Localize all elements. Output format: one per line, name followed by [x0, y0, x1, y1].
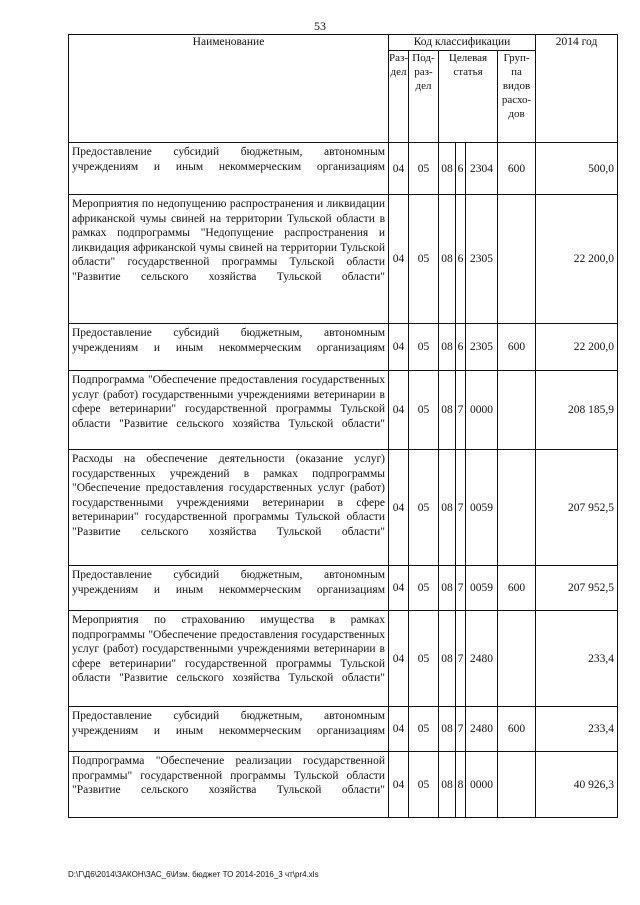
row-target-code-3: 2480: [466, 611, 498, 707]
row-target-code-3: 2305: [466, 195, 498, 324]
row-amount: 233,4: [536, 611, 618, 707]
row-target-code-3: 2304: [466, 143, 498, 195]
row-razdel: 04: [389, 324, 409, 371]
row-name: Предоставление субсидий бюджетным, автономным учреждениям и иным некоммерческим организациям: [69, 324, 389, 371]
row-podrazdel: 05: [409, 143, 439, 195]
header-year: 2014 год: [536, 35, 618, 143]
row-razdel: 04: [389, 752, 409, 818]
row-target-code-1: 08: [439, 450, 456, 566]
row-amount: 22 200,0: [536, 324, 618, 371]
row-expense-group: 600: [498, 324, 536, 371]
row-target-code-2: 7: [456, 707, 466, 752]
row-name: Мероприятия по недопущению распространения и ликвидации африканской чумы свиней на территории Тульской области в рамках подпрограммы "Недопущение распространения и ликвидация африканской чумы свиней на территории Тульской области" государственной программы Тульской области "Развитие сельского хозяйства Тульской области": [69, 195, 389, 324]
row-name: Подпрограмма "Обеспечение предоставления государственных услуг (работ) государственными учреждениями ветеринарии в сфере ветеринарии" государственной программы Тульской области "Развитие сельского хозяйства Тульской области": [69, 371, 389, 450]
row-razdel: 04: [389, 450, 409, 566]
row-name: Предоставление субсидий бюджетным, автономным учреждениям и иным некоммерческим организациям: [69, 143, 389, 195]
row-target-code-1: 08: [439, 566, 456, 611]
row-name: Предоставление субсидий бюджетным, автономным учреждениям и иным некоммерческим организациям: [69, 707, 389, 752]
row-expense-group: [498, 371, 536, 450]
table-row: [69, 324, 618, 371]
row-target-code-1: 08: [439, 195, 456, 324]
row-expense-group: 600: [498, 707, 536, 752]
row-target-code-1: 08: [439, 324, 456, 371]
row-expense-group: [498, 450, 536, 566]
table-header: [69, 35, 618, 143]
row-target-code-1: 08: [439, 707, 456, 752]
row-target-code-2: 7: [456, 450, 466, 566]
row-podrazdel: 05: [409, 195, 439, 324]
row-podrazdel: 05: [409, 450, 439, 566]
row-razdel: 04: [389, 611, 409, 707]
row-amount: 40 926,3: [536, 752, 618, 818]
row-name: Предоставление субсидий бюджетным, автономным учреждениям и иным некоммерческим организациям: [69, 566, 389, 611]
table-row: [69, 143, 618, 195]
row-razdel: 04: [389, 566, 409, 611]
row-amount: 233,4: [536, 707, 618, 752]
row-target-code-2: 6: [456, 195, 466, 324]
row-amount: 207 952,5: [536, 566, 618, 611]
row-target-code-2: 7: [456, 566, 466, 611]
row-razdel: 04: [389, 371, 409, 450]
row-expense-group: [498, 195, 536, 324]
row-target-code-1: 08: [439, 611, 456, 707]
row-podrazdel: 05: [409, 324, 439, 371]
row-amount: 500,0: [536, 143, 618, 195]
row-target-code-3: 0059: [466, 566, 498, 611]
row-podrazdel: 05: [409, 752, 439, 818]
row-name: Расходы на обеспечение деятельности (оказание услуг) государственных учреждений в рамках подпрограммы "Обеспечение предоставления государственных услуг (работ) государственными учреждениями ветеринарии в сфере ветеринарии" государственной программы Тульской области "Развитие сельского хозяйства Тульской области": [69, 450, 389, 566]
row-target-code-3: 2480: [466, 707, 498, 752]
row-target-code-1: 08: [439, 143, 456, 195]
row-target-code-3: 2305: [466, 324, 498, 371]
row-amount: 208 185,9: [536, 371, 618, 450]
header-celevaya: Целевая статья: [439, 51, 498, 143]
file-path-footer: D:\Г\Д6\2014\ЗАКОН\ЗАС_6\Изм. бюджет ТО 2014-2016_3 чт\pr4.xls: [68, 870, 319, 879]
header-name: Наименование: [69, 35, 389, 143]
row-razdel: 04: [389, 707, 409, 752]
row-podrazdel: 05: [409, 707, 439, 752]
row-target-code-2: 6: [456, 143, 466, 195]
row-target-code-1: 08: [439, 752, 456, 818]
row-target-code-3: 0000: [466, 752, 498, 818]
budget-table: [68, 34, 618, 818]
row-name: Мероприятия по страхованию имущества в рамках подпрограммы "Обеспечение предоставления государственных услуг (работ) государственными учреждениями ветеринарии в сфере ветеринарии" государственной программы Тульской области "Развитие сельского хозяйства Тульской области": [69, 611, 389, 707]
row-razdel: 04: [389, 195, 409, 324]
row-target-code-1: 08: [439, 371, 456, 450]
row-expense-group: [498, 752, 536, 818]
row-podrazdel: 05: [409, 566, 439, 611]
table-row: [69, 752, 618, 818]
row-name: Подпрограмма "Обеспечение реализации государственной программы" государственной программы Тульской области "Развитие сельского хозяйства Тульской области": [69, 752, 389, 818]
row-expense-group: [498, 611, 536, 707]
table-row: [69, 707, 618, 752]
row-target-code-3: 0059: [466, 450, 498, 566]
row-target-code-2: 7: [456, 371, 466, 450]
header-razdel: Раз- дел: [389, 51, 409, 143]
row-target-code-2: 8: [456, 752, 466, 818]
table-row: [69, 195, 618, 324]
page-number: 53: [314, 19, 326, 33]
row-razdel: 04: [389, 143, 409, 195]
table-body: [69, 143, 618, 818]
header-gruppa: Груп- па видов расхо- дов: [498, 51, 536, 143]
row-expense-group: 600: [498, 143, 536, 195]
row-amount: 22 200,0: [536, 195, 618, 324]
table-row: [69, 611, 618, 707]
row-expense-group: 600: [498, 566, 536, 611]
header-classification: Код классификации: [389, 35, 536, 51]
header-podrazdel: Под- раз- дел: [409, 51, 439, 143]
row-target-code-2: 6: [456, 324, 466, 371]
row-target-code-3: 0000: [466, 371, 498, 450]
row-podrazdel: 05: [409, 371, 439, 450]
row-amount: 207 952,5: [536, 450, 618, 566]
row-podrazdel: 05: [409, 611, 439, 707]
table-row: [69, 566, 618, 611]
row-target-code-2: 7: [456, 611, 466, 707]
table-row: [69, 371, 618, 450]
table-row: [69, 450, 618, 566]
